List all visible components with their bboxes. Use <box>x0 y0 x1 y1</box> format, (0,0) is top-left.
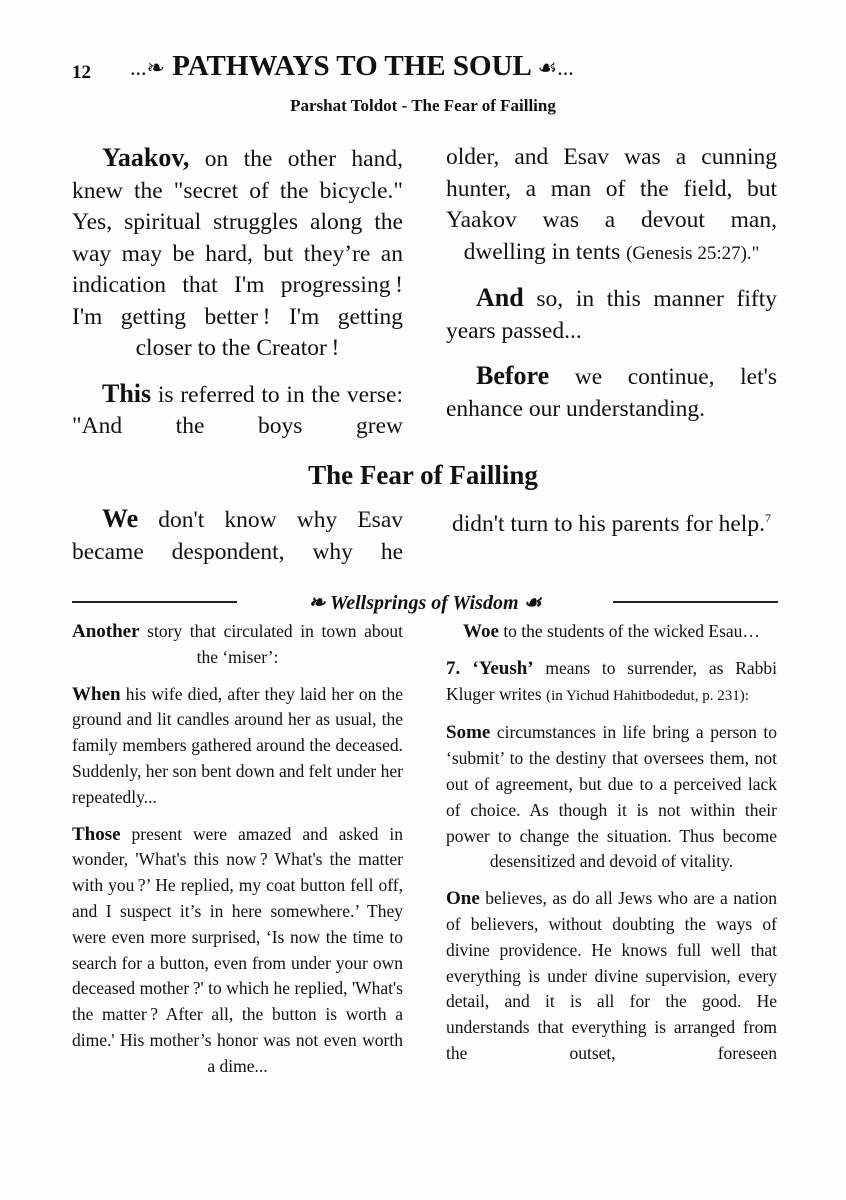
lead-word: When <box>72 683 121 705</box>
footnote-mark: 7 <box>764 511 771 525</box>
citation: (Genesis 25:27)." <box>626 242 760 264</box>
paragraph-text: to the students of the wicked Esau… <box>498 621 760 641</box>
ornament-left-icon: ...❧ <box>130 55 165 80</box>
citation: (in Yichud Hahitbodedut, p. 231): <box>546 687 749 704</box>
lead-word: Before <box>476 361 550 390</box>
paragraph <box>72 682 403 811</box>
running-title: PATHWAYS TO THE SOUL <box>172 50 531 82</box>
paragraph-text: his wife died, after they laid her on the ground and lit candles around her as usual, the family members gathered around the deceased. Suddenly, her son bent down and felt under her repeatedly... <box>72 683 403 807</box>
lead-word: Woe <box>463 621 499 642</box>
paragraph <box>72 619 403 671</box>
paragraph <box>446 886 777 1067</box>
paragraph <box>72 142 403 365</box>
lead-word: Another <box>72 621 140 642</box>
paragraph <box>446 282 777 347</box>
paragraph <box>72 503 403 568</box>
lead-word: Those <box>72 823 121 845</box>
lead-word: 7. ‘Yeush’ <box>446 657 534 679</box>
section-right-column <box>446 503 777 553</box>
lead-word: Some <box>446 722 491 744</box>
chapter-subtitle: Parshat Toldot - The Fear of Failling <box>290 96 556 115</box>
paragraph-text: didn't turn to his parents for help. <box>452 510 765 537</box>
lead-word: This <box>102 378 152 408</box>
paragraph-text: on the other hand, knew the "secret of the bicycle." Yes, spiritual struggles along the way may be hard, but they’re an indication that I'm progressing ! I'm getting better ! I'm getting closer to the Creator ! <box>72 146 403 361</box>
paragraph <box>72 378 403 443</box>
section-heading: The Fear of Failling <box>308 460 538 490</box>
top-right-column <box>446 142 777 438</box>
lead-word: And <box>476 283 524 312</box>
paragraph-text: is referred to in the verse: "And the boys grew <box>72 381 403 439</box>
top-left-column <box>72 142 403 456</box>
paragraph-text: believes, as do all Jews who are a nation of believers, without doubting the ways of divine providence. He knows full well that everything is under divine supervision, every detail, and it is all for the good. He understands that everything is arranged from the outset, foreseen <box>446 888 777 1063</box>
lead-word: One <box>446 888 480 910</box>
paragraph-text: older, and Esav was a cunning hunter, a man of the field, but Yaakov was a devout man, dwelling in tents <box>446 144 777 265</box>
paragraph <box>446 360 777 425</box>
paragraph-text: story that circulated in town about the ‘miser’: <box>139 621 403 667</box>
footnote-left-column <box>72 619 403 1091</box>
lead-word: We <box>102 504 139 533</box>
paragraph-text: circumstances in life bring a person to ‘submit’ to the destiny that oversees them, not out of agreement, but due to a perceived lack of choice. As though it is not within their power to change the situation. Thus become desensitized and devoid of vitality. <box>446 722 777 872</box>
lead-word: Yaakov, <box>102 143 190 172</box>
paragraph <box>446 142 777 269</box>
page-number: 12 <box>72 62 91 83</box>
paragraph-text: so, in this manner fifty years passed... <box>446 286 777 344</box>
paragraph <box>446 720 777 875</box>
paragraph-text: means to surrender, as Rabbi Kluger writes <box>446 657 777 704</box>
footnote-right-column <box>446 619 777 1078</box>
footnote-7 <box>446 656 777 710</box>
section-left-column <box>72 503 403 581</box>
paragraph-text: present were amazed and asked in wonder, 'What's this now ? What's the matter with you ?’ He replied, my coat button fell off, and I suspect it’s in here somewhere.’ They were even more surprised, ‘Is now the time to search for a button, even from under your own deceased mother ?' to which he replied, 'What's the matter ? After all, the button is worth a dime.' His mother’s honor was not even worth a dime... <box>72 823 403 1076</box>
wellsprings-divider <box>72 590 778 614</box>
paragraph-text: don't know why Esav became despondent, why he <box>72 507 403 565</box>
divider-title: ❧ Wellsprings of Wisdom ☙ <box>308 592 542 614</box>
paragraph <box>446 619 777 645</box>
paragraph-text: we continue, let's enhance our understanding. <box>446 364 777 422</box>
running-header <box>130 50 730 83</box>
paragraph <box>72 822 403 1080</box>
ornament-right-icon: ☙... <box>537 55 574 80</box>
paragraph <box>446 503 777 540</box>
